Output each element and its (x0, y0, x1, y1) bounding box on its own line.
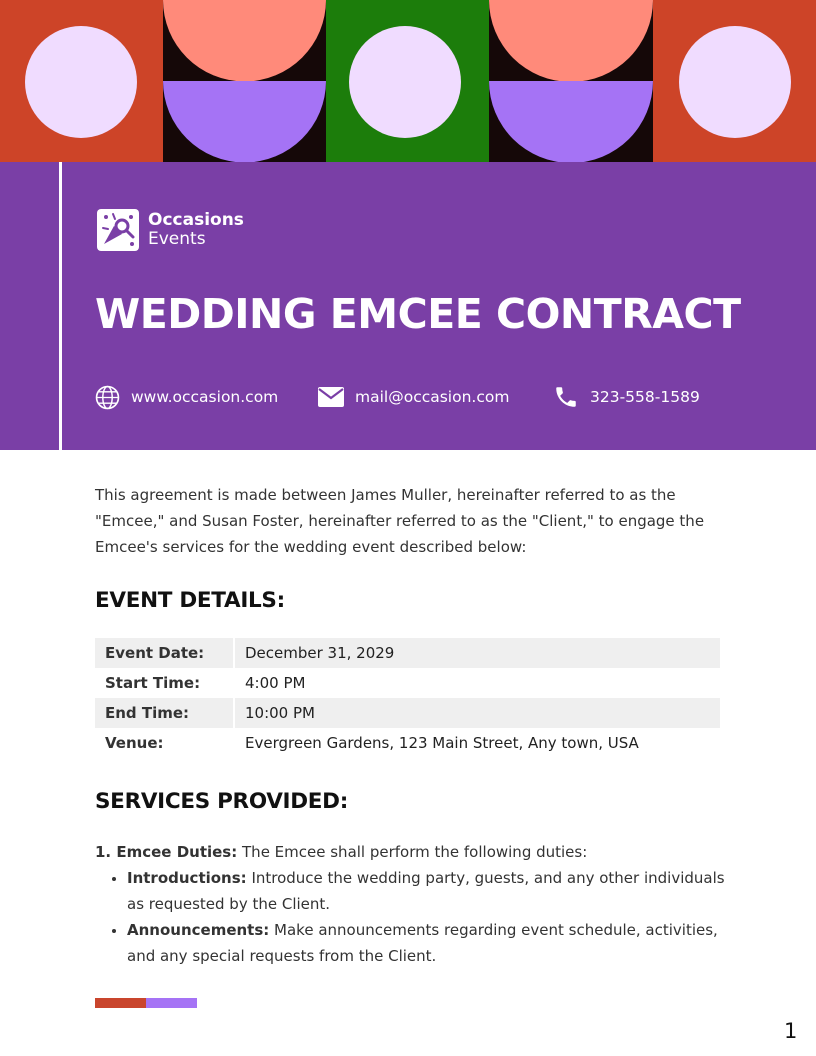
event-date-label: Event Date: (95, 638, 234, 668)
venue-value: Evergreen Gardens, 123 Main Street, Any town, USA (245, 734, 639, 752)
phone-text: 323-558-1589 (590, 388, 700, 406)
end-time-label: End Time: (95, 698, 234, 728)
contact-website[interactable] (95, 382, 278, 412)
brand-name: Occasions (148, 210, 244, 230)
services-heading: SERVICES PROVIDED: (95, 789, 349, 814)
party-popper-logo-icon (96, 208, 140, 252)
venue-label: Venue: (95, 728, 234, 758)
banner-tile-1 (0, 0, 163, 162)
email-text: mail@occasion.com (355, 388, 510, 406)
mail-icon (318, 387, 344, 407)
start-time-value: 4:00 PM (245, 674, 306, 692)
emcee-duties-label: 1. Emcee Duties: (95, 843, 238, 861)
decorative-banner (0, 0, 816, 162)
footer-accent-bars (95, 998, 197, 1008)
brand-logo (96, 208, 244, 252)
introductions-label: Introductions: (127, 869, 247, 887)
emcee-duties-item (95, 839, 735, 865)
intro-paragraph: This agreement is made between James Muller, hereinafter referred to as the "Emcee," and Susan Foster, hereinafter referred to as the "Client," to engage the Emcee's services for the wedding event described below: (95, 486, 705, 556)
announcements-label: Announcements: (127, 921, 270, 939)
event-details-heading: EVENT DETAILS: (95, 588, 285, 613)
website-text: www.occasion.com (131, 388, 279, 406)
table-row (95, 698, 720, 728)
contact-row (95, 382, 735, 412)
duties-list (95, 865, 735, 969)
services-section (95, 839, 735, 969)
page-number: 1 (784, 1019, 798, 1043)
list-item (127, 917, 735, 969)
footer-bar-red (95, 998, 146, 1008)
table-row (95, 728, 720, 758)
globe-icon (95, 385, 120, 410)
start-time-label: Start Time: (95, 668, 234, 698)
end-time-value: 10:00 PM (234, 698, 720, 728)
banner-tile-4 (489, 0, 653, 162)
phone-icon (553, 384, 579, 410)
document-title: WEDDING EMCEE CONTRACT (95, 290, 741, 338)
brand-subtitle: Events (148, 229, 206, 249)
contact-email[interactable] (318, 382, 509, 412)
emcee-duties-text: The Emcee shall perform the following duties: (237, 843, 588, 861)
event-date-value: December 31, 2029 (234, 638, 720, 668)
event-details-table (95, 638, 720, 758)
introductions-text: Introduce the wedding party, guests, and any other individuals as requested by the Client. (127, 869, 725, 913)
header-divider-line (59, 162, 62, 450)
contact-phone[interactable] (553, 382, 700, 412)
list-item (127, 865, 735, 917)
banner-tile-2 (163, 0, 326, 162)
banner-tile-5 (653, 0, 816, 162)
banner-tile-3 (326, 0, 489, 162)
announcements-text: Make announcements regarding event schedule, activities, and any special requests from the Client. (127, 921, 718, 965)
table-row (95, 638, 720, 668)
table-row (95, 668, 720, 698)
footer-bar-violet (146, 998, 197, 1008)
